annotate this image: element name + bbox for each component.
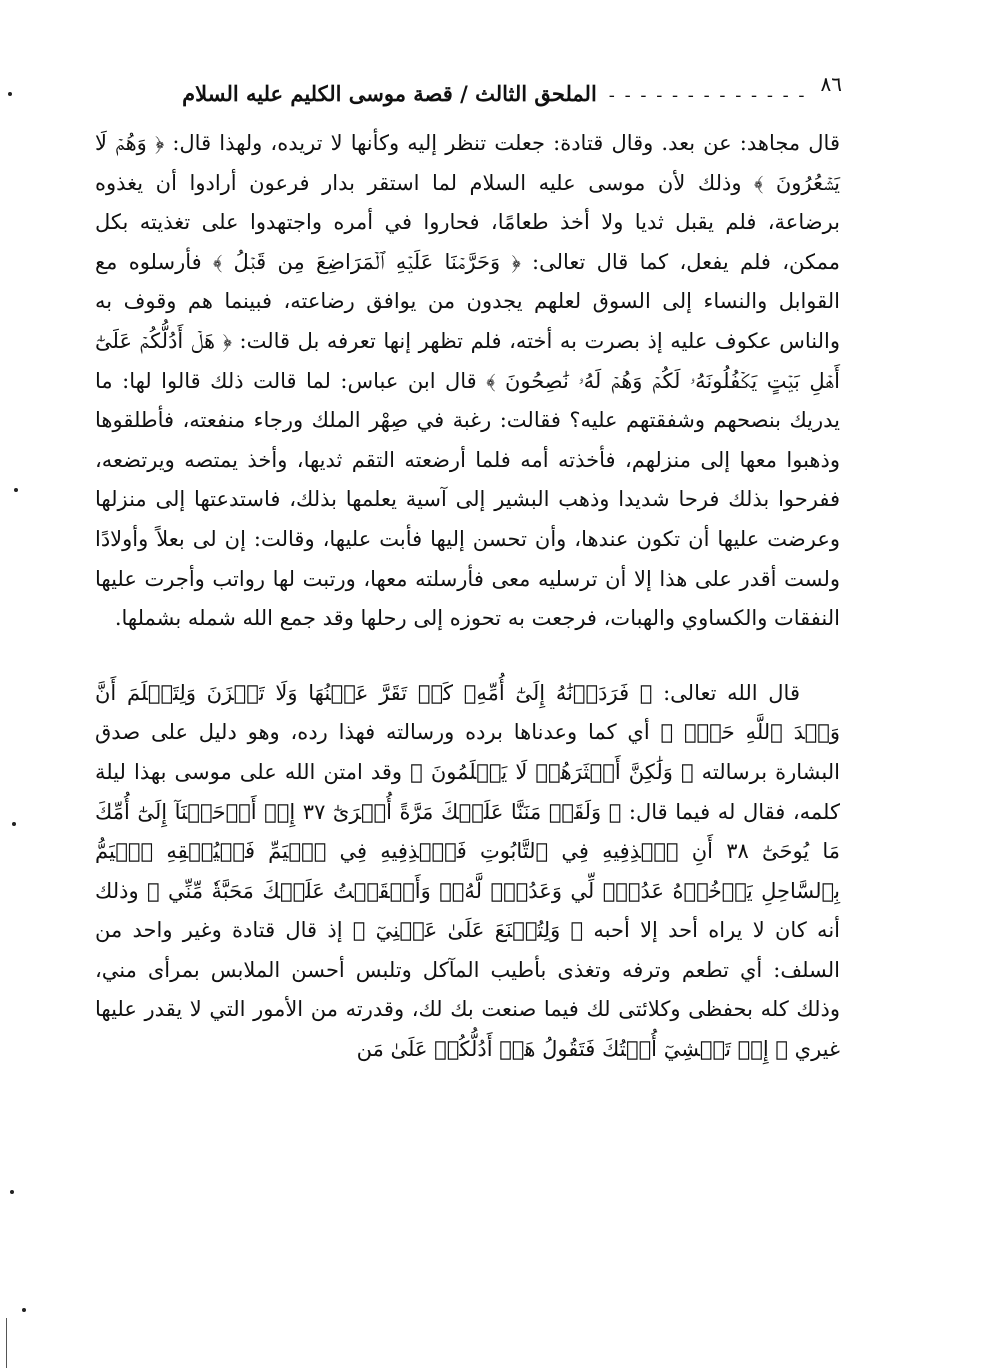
page-edge-line <box>6 1318 7 1368</box>
header-dashes: - - - - - - - - - - - - - <box>608 85 807 106</box>
paragraph-2: قال الله تعالى: ﴿ فَرَدَدۡنَٰهُ إِلَىٰٓ أُمِّهِۦ كَيۡ تَقَرَّ عَيۡنُهَا وَلَا تَحۡزَنَ وَلِتَعۡلَمَ أَنَّ وَعۡدَ ٱللَّهِ حَقّٞ ﴾ أي كما وعدناها برده ورسالته فهذا رده، وهو دليل على صدق البشارة برسالته ﴿ وَلَٰكِنَّ أَكۡثَرَهُمۡ لَا يَعۡلَمُونَ ﴾ وقد امتن الله على موسى بهذا ليلة كلمه، فقال له فيما قال: ﴿ وَلَقَدۡ مَنَنَّا عَلَيۡكَ مَرَّةً أُخۡرَىٰٓ ٣٧ إِذۡ أَوۡحَيۡنَآ إِلَىٰٓ أُمِّكَ مَا يُوحَىٰٓ ٣٨ أَنِ ٱقۡذِفِيهِ فِي ٱلتَّابُوتِ فَٱقۡذِفِيهِ فِي ٱلۡيَمِّ فَلۡيُلۡقِهِ ٱلۡيَمُّ بِٱلسَّاحِلِ يَأۡخُذۡهُ عَدُوّٞ لِّي وَعَدُوّٞ لَّهُۥۚ وَأَلۡقَيۡتُ عَلَيۡكَ مَحَبَّةٗ مِّنِّي ﴾ وذلك أنه كان لا يراه أحد إلا أحبه ﴿ وَلِتُصۡنَعَ عَلَىٰ عَيۡنِيٓ ﴾ إذ قال قتادة وغير واحد من السلف: أي تطعم وترفه وتغذى بأطيب المآكل وتلبس أحسن الملابس بمرأى مني، وذلك كله بحفظى وكلائتى لك فيما صنعت بك لك، وقدرته من الأمور التي لا يقدر عليها غيري ﴿ إِذۡ تَمۡشِيٓ أُخۡتُكَ فَتَقُولُ هَلۡ أَدُلُّكُمۡ عَلَىٰ مَن <box>95 680 840 1062</box>
margin-dot <box>10 1190 14 1194</box>
paragraph-1: قال مجاهد: عن بعد. وقال قتادة: جعلت تنظر إليه وكأنها لا تريده، ولهذا قال: ﴿ وَهُمۡ لَا يَشۡعُرُونَ ﴾ وذلك لأن موسى عليه السلام لما استقر بدار فرعون أرادوا أن يغذوه برضاعة، فلم يقبل ثديا ولا أخذ طعامًا، فحاروا في أمره واجتهدوا على تغذيته بكل ممكن، فلم يفعل، كما قال تعالى: ﴿ وَحَرَّمۡنَا عَلَيۡهِ ٱلۡمَرَاضِعَ مِن قَبۡلُ ﴾ فأرسلوه مع القوابل والنساء إلى السوق لعلهم يجدون من يوافق رضاعته، فبينما هم وقوف به والناس عكوف عليه إذ بصرت به أخته، فلم تظهر إنها تعرفه بل قالت: ﴿ هَلۡ أَدُلُّكُمۡ عَلَىٰٓ أَهۡلِ بَيۡتٍ يَكۡفُلُونَهُۥ لَكُمۡ وَهُمۡ لَهُۥ نَٰصِحُونَ ﴾ قال ابن عباس: لما قالت ذلك قالوا لها: ما يدريك بنصحهم وشفقتهم عليه؟ فقالت: رغبة في صِهْر الملك ورجاء منفعته، فأطلقوها وذهبوا معها إلى منزلهم، فأخذته أمه فلما أرضعته التقم ثديها، وأخذ يمتصه ويرتضعه، ففرحوا بذلك فرحا شديدا وذهب البشير إلى آسية يعلمها بذلك، فاستدعتها إلى منزلها وعرضت عليها أن تكون عندها، وأن تحسن إليها فأبت عليها، وقالت: إن لى بعلاً وأولادًا ولست أقدر على هذا إلا أن ترسليه معى فأرسلته معها، ورتبت لها رواتب وأجرت عليها النفقات والكساوي والهبات، فرجعت به تحوزه إلى رحلها وقد جمع الله شمله بشملها. <box>95 131 840 631</box>
page-body <box>95 124 840 1070</box>
margin-dot <box>22 1308 26 1312</box>
page-number: ٨٦ <box>820 72 842 96</box>
margin-dot <box>8 92 12 96</box>
running-header <box>90 66 842 106</box>
header-title: الملحق الثالث / قصة موسى الكليم عليه السلام <box>182 81 597 106</box>
margin-dot <box>14 488 18 492</box>
margin-dot <box>12 822 16 826</box>
